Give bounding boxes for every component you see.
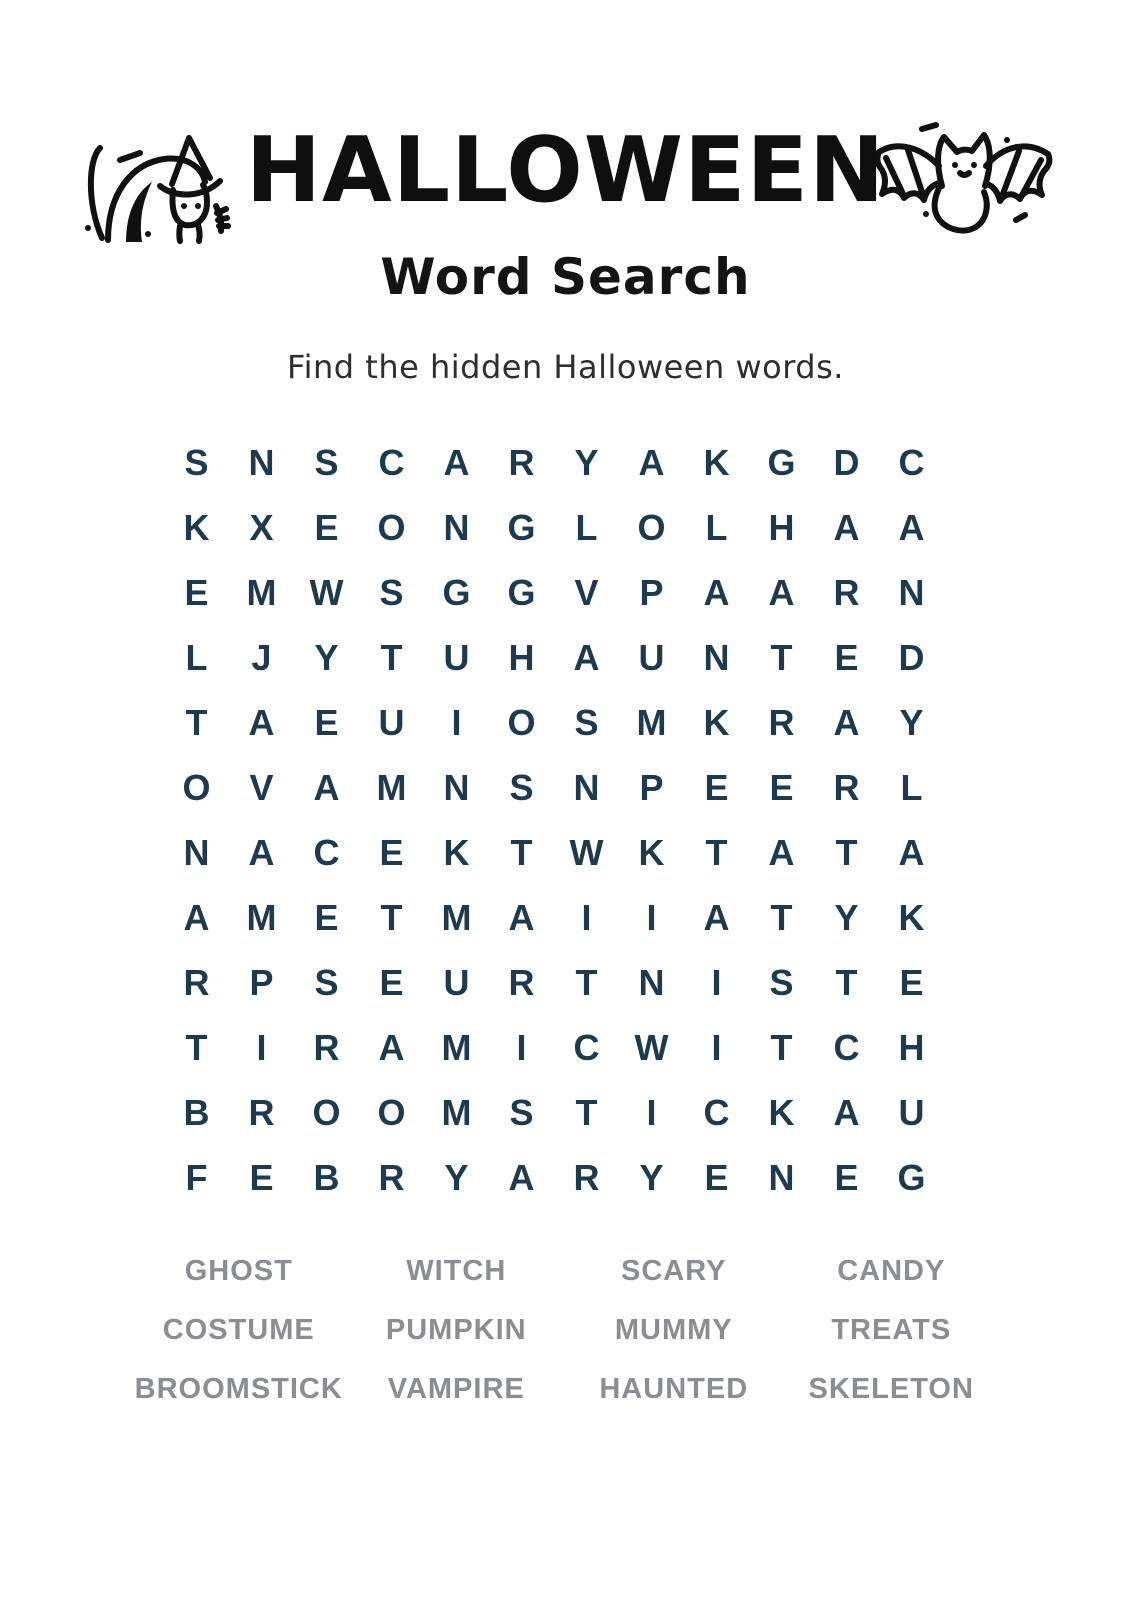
grid-letter: T [575, 1091, 598, 1133]
grid-letter: O [377, 1091, 406, 1133]
grid-letter: M [441, 1026, 472, 1068]
word-list-item: HAUNTED [599, 1373, 749, 1405]
grid-letter: D [833, 441, 860, 483]
grid-letter: O [182, 766, 211, 808]
word-list-item: VAMPIRE [387, 1373, 525, 1405]
grid-letter: B [313, 1156, 340, 1198]
grid-letter: C [573, 1026, 600, 1068]
grid-letter: G [767, 441, 796, 483]
grid-letter: T [380, 896, 403, 938]
grid-letter: D [898, 636, 925, 678]
grid-letter: I [646, 1091, 657, 1133]
grid-letter: R [573, 1156, 600, 1198]
grid-letter: N [183, 831, 210, 873]
grid-letter: E [704, 766, 729, 808]
grid-letter: W [309, 571, 344, 613]
grid-letter: U [378, 701, 405, 743]
grid-letter: A [638, 441, 665, 483]
grid-letter: E [314, 701, 339, 743]
grid-letter: G [897, 1156, 926, 1198]
grid-letter: G [442, 571, 471, 613]
word-list-item: SCARY [621, 1255, 727, 1287]
grid-letter: A [573, 636, 600, 678]
grid-letter: A [508, 1156, 535, 1198]
grid-letter: A [898, 506, 925, 548]
grid-letter: O [312, 1091, 341, 1133]
grid-letter: H [898, 1026, 925, 1068]
grid-letter: E [379, 831, 404, 873]
grid-letter: I [646, 896, 657, 938]
word-list-item: BROOMSTICK [134, 1373, 343, 1405]
grid-letter: N [638, 961, 665, 1003]
grid-letter: A [508, 896, 535, 938]
grid-letter: P [639, 766, 664, 808]
grid-letter: J [251, 636, 272, 678]
grid-letter: H [508, 636, 535, 678]
grid-letter: W [634, 1026, 669, 1068]
grid-letter: E [834, 1156, 859, 1198]
grid-letter: T [770, 1026, 793, 1068]
grid-letter: S [574, 701, 599, 743]
grid-letter: E [704, 1156, 729, 1198]
word-list-item: TREATS [831, 1314, 952, 1346]
grid-letter: C [833, 1026, 860, 1068]
grid-letter: N [443, 506, 470, 548]
word-list-item: CANDY [837, 1255, 946, 1287]
grid-letter: O [637, 506, 666, 548]
grid-letter: P [639, 571, 664, 613]
grid-letter: A [768, 831, 795, 873]
grid-letter: B [183, 1091, 210, 1133]
grid-letter: R [508, 961, 535, 1003]
grid-letter: M [441, 896, 472, 938]
grid-letter: A [898, 831, 925, 873]
grid-letter: I [711, 961, 722, 1003]
grid-letter: T [770, 636, 793, 678]
grid-letter: O [377, 506, 406, 548]
word-list-item: COSTUME [162, 1314, 315, 1346]
grid-letter: G [507, 571, 536, 613]
grid-letter: A [703, 571, 730, 613]
grid-letter: T [185, 701, 208, 743]
grid-letter: E [314, 506, 339, 548]
grid-letter: V [249, 766, 274, 808]
grid-letter: U [898, 1091, 925, 1133]
grid-letter: A [248, 701, 275, 743]
grid-letter: M [246, 896, 277, 938]
grid-letter: T [380, 636, 403, 678]
grid-letter: C [378, 441, 405, 483]
grid-letter: L [185, 636, 208, 678]
grid-letter: M [636, 701, 667, 743]
grid-letter: M [376, 766, 407, 808]
grid-letter: N [898, 571, 925, 613]
grid-letter: E [899, 961, 924, 1003]
grid-letter: E [834, 636, 859, 678]
grid-letter: R [508, 441, 535, 483]
grid-letter: A [833, 506, 860, 548]
grid-letter: C [898, 441, 925, 483]
grid-letter: K [638, 831, 665, 873]
grid-letter: R [313, 1026, 340, 1068]
page-subtitle: Word Search [380, 248, 751, 306]
grid-letter: N [768, 1156, 795, 1198]
grid-letter: I [516, 1026, 527, 1068]
grid-letter: N [573, 766, 600, 808]
grid-letter: F [185, 1156, 208, 1198]
grid-letter: S [769, 961, 794, 1003]
grid-letter: A [768, 571, 795, 613]
grid-letter: K [703, 441, 730, 483]
word-list-item: WITCH [406, 1255, 507, 1287]
grid-letter: A [313, 766, 340, 808]
grid-letter: R [248, 1091, 275, 1133]
grid-letter: A [833, 701, 860, 743]
grid-letter: M [246, 571, 277, 613]
grid-letter: K [768, 1091, 795, 1133]
grid-letter: U [443, 636, 470, 678]
grid-letter: T [705, 831, 728, 873]
grid-letter: G [507, 506, 536, 548]
grid-letter: U [443, 961, 470, 1003]
grid-letter: A [833, 1091, 860, 1133]
grid-letter: T [510, 831, 533, 873]
word-list-item: GHOST [184, 1255, 293, 1287]
grid-letter: Y [314, 636, 339, 678]
grid-letter: U [638, 636, 665, 678]
grid-letter: L [575, 506, 598, 548]
grid-letter: C [703, 1091, 730, 1133]
grid-letter: T [835, 831, 858, 873]
grid-letter: E [249, 1156, 274, 1198]
grid-letter: Y [834, 896, 859, 938]
grid-letter: S [509, 766, 534, 808]
grid-letter: M [441, 1091, 472, 1133]
grid-letter: I [256, 1026, 267, 1068]
grid-letter: L [900, 766, 923, 808]
grid-letter: T [185, 1026, 208, 1068]
grid-letter: E [769, 766, 794, 808]
grid-letter: S [314, 441, 339, 483]
grid-letter: S [184, 441, 209, 483]
grid-letter: Y [899, 701, 924, 743]
grid-letter: K [183, 506, 210, 548]
grid-letter: T [575, 961, 598, 1003]
word-list-item: SKELETON [808, 1373, 974, 1405]
grid-letter: S [509, 1091, 534, 1133]
word-list [130, 1242, 1000, 1419]
grid-letter: L [705, 506, 728, 548]
grid-letter: I [581, 896, 592, 938]
grid-letter: T [835, 961, 858, 1003]
grid-letter: R [768, 701, 795, 743]
grid-letter: T [770, 896, 793, 938]
grid-letter: K [898, 896, 925, 938]
grid-letter: A [248, 831, 275, 873]
grid-letter: H [768, 506, 795, 548]
letter-grid [164, 430, 944, 1210]
grid-letter: R [833, 766, 860, 808]
grid-letter: S [314, 961, 339, 1003]
grid-letter: I [711, 1026, 722, 1068]
grid-letter: R [183, 961, 210, 1003]
grid-letter: N [248, 441, 275, 483]
grid-letter: A [183, 896, 210, 938]
grid-letter: A [378, 1026, 405, 1068]
grid-letter: P [249, 961, 274, 1003]
grid-letter: W [569, 831, 604, 873]
page-title: HALLOWEEN [245, 118, 886, 223]
grid-letter: C [313, 831, 340, 873]
grid-letter: R [833, 571, 860, 613]
grid-letter: N [443, 766, 470, 808]
grid-letter: E [184, 571, 209, 613]
word-list-item: PUMPKIN [385, 1314, 527, 1346]
grid-letter: V [574, 571, 599, 613]
grid-letter: E [314, 896, 339, 938]
grid-letter: K [443, 831, 470, 873]
grid-letter: O [507, 701, 536, 743]
grid-letter: R [378, 1156, 405, 1198]
instruction-text: Find the hidden Halloween words. [287, 348, 844, 386]
grid-letter: I [451, 701, 462, 743]
grid-letter: S [379, 571, 404, 613]
grid-letter: Y [574, 441, 599, 483]
grid-letter: A [443, 441, 470, 483]
grid-letter: Y [444, 1156, 469, 1198]
grid-letter: K [703, 701, 730, 743]
word-list-item: MUMMY [614, 1314, 733, 1346]
grid-letter: Y [639, 1156, 664, 1198]
grid-letter: E [379, 961, 404, 1003]
grid-letter: X [249, 506, 274, 548]
grid-letter: A [703, 896, 730, 938]
grid-letter: N [703, 636, 730, 678]
